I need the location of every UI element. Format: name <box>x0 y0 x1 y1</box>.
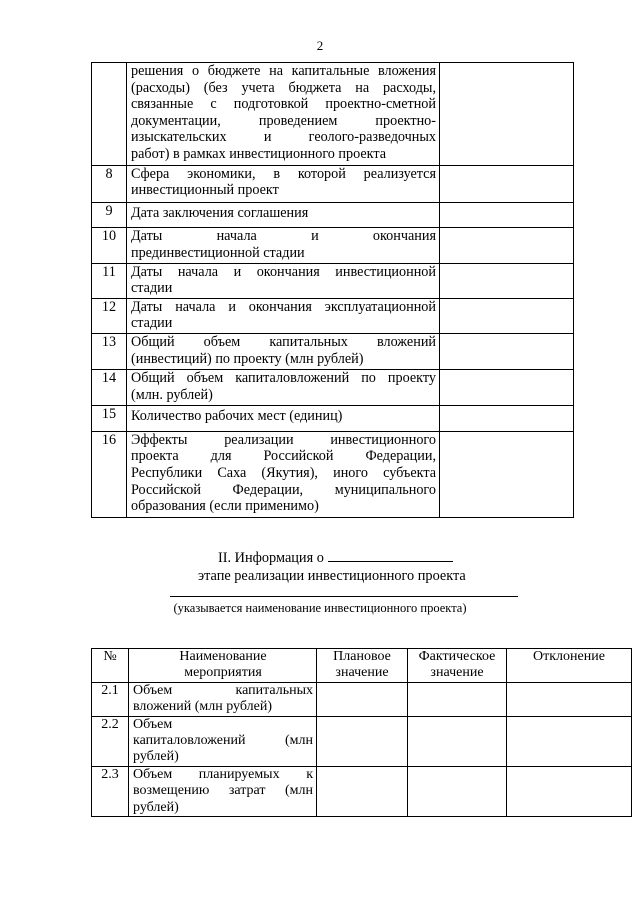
table-row <box>92 202 574 228</box>
header-name: Наименование мероприятия <box>129 649 317 683</box>
table-row <box>92 263 574 298</box>
row-number: 2.2 <box>92 716 129 766</box>
row-value-cell[interactable] <box>440 370 574 406</box>
row-number: 14 <box>92 370 127 406</box>
row-label: Даты начала и окончания эксплуатационной стадии <box>127 298 440 333</box>
table-row <box>92 165 574 202</box>
fact-value-cell[interactable] <box>408 682 507 716</box>
row-label: Объем планируемых к возмещению затрат (млн рублей) <box>129 766 317 816</box>
plan-value-cell[interactable] <box>317 716 408 766</box>
row-label: Общий объем капитальных вложений (инвестиций) по проекту (млн рублей) <box>127 333 440 369</box>
row-value-cell[interactable] <box>440 228 574 263</box>
fact-value-cell[interactable] <box>408 766 507 816</box>
row-label: Сфера экономики, в которой реализуется инвестиционный проект <box>127 165 440 202</box>
row-label: Даты начала и окончания прединвестиционной стадии <box>127 228 440 263</box>
stage-name-blank[interactable] <box>328 547 453 562</box>
row-value-cell[interactable] <box>440 165 574 202</box>
row-value-cell[interactable] <box>440 406 574 432</box>
row-label: Даты начала и окончания инвестиционной стадии <box>127 263 440 298</box>
row-value-cell[interactable] <box>440 298 574 333</box>
deviation-cell[interactable] <box>507 766 632 816</box>
project-name-blank-line[interactable] <box>170 596 518 597</box>
table-row <box>92 370 574 406</box>
plan-value-cell[interactable] <box>317 682 408 716</box>
table-row <box>92 298 574 333</box>
row-number: 13 <box>92 333 127 369</box>
row-value-cell[interactable] <box>440 431 574 517</box>
row-number: 11 <box>92 263 127 298</box>
table-row <box>92 682 632 716</box>
deviation-cell[interactable] <box>507 716 632 766</box>
row-label: Объем капиталовложений (млн рублей) <box>129 716 317 766</box>
row-label: Общий объем капиталовложений по проекту (млн. рублей) <box>127 370 440 406</box>
project-info-table <box>91 62 574 518</box>
fact-value-cell[interactable] <box>408 716 507 766</box>
row-number: 12 <box>92 298 127 333</box>
row-label: Дата заключения соглашения <box>127 202 440 228</box>
row-number: 8 <box>92 165 127 202</box>
table-row <box>92 333 574 369</box>
stage-info-table <box>91 648 632 817</box>
header-num: № <box>92 649 129 683</box>
header-fact: Фактическое значение <box>408 649 507 683</box>
table-row <box>92 766 632 816</box>
row-label: решения о бюджете на капитальные вложения (расходы) (без учета бюджета на расходы, связанные с подготовкой проектно-сметной документации, проведением проектно- изыскательских и геолого-разведочных работ) в рамках инвестиционного проекта <box>127 63 440 166</box>
row-number <box>92 63 127 166</box>
table-row <box>92 228 574 263</box>
plan-value-cell[interactable] <box>317 766 408 816</box>
row-value-cell[interactable] <box>440 202 574 228</box>
section-title-line1: II. Информация о <box>218 550 324 566</box>
table-header-row <box>92 649 632 683</box>
page-number: 2 <box>316 38 324 53</box>
project-name-caption: (указывается наименование инвестиционного проекта) <box>173 601 467 615</box>
table-row <box>92 406 574 432</box>
row-label: Количество рабочих мест (единиц) <box>127 406 440 432</box>
row-value-cell[interactable] <box>440 263 574 298</box>
header-plan: Плановое значение <box>317 649 408 683</box>
deviation-cell[interactable] <box>507 682 632 716</box>
row-number: 2.1 <box>92 682 129 716</box>
row-number: 15 <box>92 406 127 432</box>
table-row <box>92 63 574 166</box>
header-deviation: Отклонение <box>507 649 632 683</box>
row-number: 16 <box>92 431 127 517</box>
row-label: Объем капитальных вложений (млн рублей) <box>129 682 317 716</box>
section-title-line2: этапе реализации инвестиционного проекта <box>198 568 466 584</box>
row-number: 9 <box>92 202 127 228</box>
row-value-cell[interactable] <box>440 63 574 166</box>
row-value-cell[interactable] <box>440 333 574 369</box>
row-number: 10 <box>92 228 127 263</box>
row-number: 2.3 <box>92 766 129 816</box>
row-label: Эффекты реализации инвестиционного проекта для Российской Федерации, Республики Саха (Якутия), иного субъекта Российской Федерации, муниципального образования (если применимо) <box>127 431 440 517</box>
table-row <box>92 431 574 517</box>
table-row <box>92 716 632 766</box>
